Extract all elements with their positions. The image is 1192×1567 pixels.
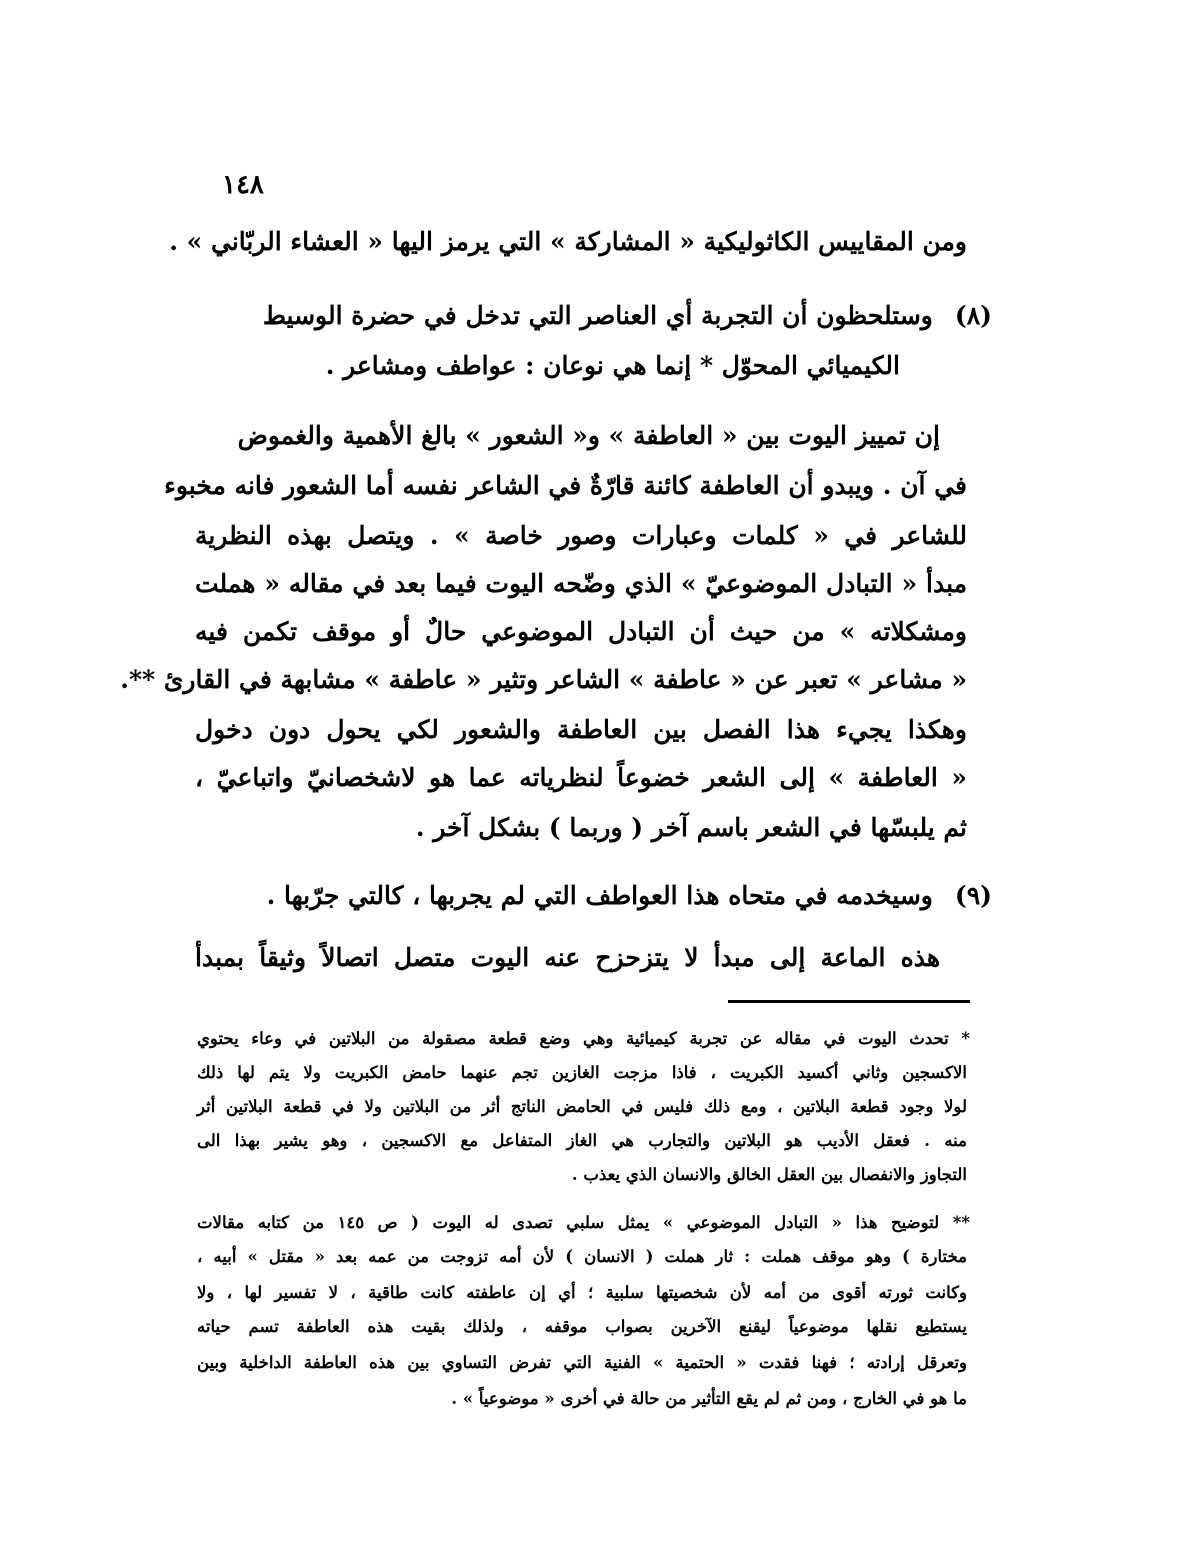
numbered-paragraph-9 [267,880,992,913]
footnote-line: وتعرقل إرادته ؛ فهنا فقدت « الحتمية » الفنية التي تفرض التساوي بين هذه العاطفة الداخلية وبين [197,1353,967,1372]
footnote-line: لولا وجود قطعة البلاتين ، ومع ذلك فليس في الحامض الناتج أثر من البلاتين ولا في قطعة البلاتين أثر [197,1097,967,1116]
item-number: (٩) [954,881,992,910]
footnote-line: يستطيع نقلها موضوعياً ليقنع الآخرين بصواب موقفه ، ولذلك بقيت هذه العاطفة تسم حياته [197,1317,967,1336]
body-line: « مشاعر » تعبر عن « عاطفة » الشاعر وتثير « عاطفة » مشابهة في القارئ **. [120,665,967,694]
body-line: في آن . ويبدو أن العاطفة كائنة قارّةٌ في الشاعر نفسه أما الشعور فانه مخبوء [164,471,967,500]
body-line: إن تمييز اليوت بين « العاطفة » و« الشعور » بالغ الأهمية والغموض [237,421,940,450]
footnote-line: الاكسجين وثاني أكسيد الكبريت ، فاذا مزجت الغازين تجم عنهما حامض الكبريت ولا يتم لها ذلك [197,1063,967,1082]
footnote-line: وكانت ثورته أقوى من أمه لأن شخصيتها سلبية ؛ أي إن عاطفته كانت طاقية ، لا تفسير لها ، ولا [197,1283,967,1302]
footnote-line: التجاوز والانفصال بين العقل الخالق والانسان الذي يعذب . [571,1165,967,1184]
body-line: « العاطفة » إلى الشعر خضوعاً لنظرياته عما هو لاشخصانيّ واتباعيّ ، [195,763,967,792]
body-line: مبدأ « التبادل الموضوعيّ » الذي وضّحه اليوت فيما بعد في مقاله « هملت [195,569,967,598]
footnote-line: منه . فعقل الأديب هو البلاتين والتجارب هي الغاز المتفاعل مع الاكسجين ، وهو يشير بهذا الى [197,1131,967,1150]
body-line: هذه الماعة إلى مبدأ لا يتزحزح عنه اليوت متصل اتصالاً وثيقاً بمبدأ [195,943,940,972]
footnote-separator [728,1000,970,1003]
body-line: ثم يلبسّها في الشعر باسم آخر ( وربما ) بشكل آخر . [415,813,967,842]
body-line: الكيميائي المحوّل * إنما هي نوعان : عواطف ومشاعر . [325,351,900,380]
body-line: وهكذا يجيء هذا الفصل بين العاطفة والشعور لكي يحول دون دخول [195,715,967,744]
footnote-line: مختارة ) وهو موقف هملت : ثار هملت ( الانسان ) لأن أمه تزوجت من عمه بعد « مقتل » أبيه ، [197,1247,967,1266]
body-line: وستلحظون أن التجربة أي العناصر التي تدخل في حضرة الوسيط [262,301,933,330]
footnote-line: ** لتوضيح هذا « التبادل الموضوعي » يمثل سلبي تصدى له اليوت ( ص ١٤٥ من كتابه مقالات [197,1213,971,1232]
body-line: ومن المقاييس الكاثوليكية « المشاركة » التي يرمز اليها « العشاء الربّاني » . [169,227,967,256]
footnote-line: * تحدث اليوت في مقاله عن تجربة كيميائية وهي وضع قطعة مصقولة من البلاتين في وعاء يحتوي [197,1029,970,1048]
body-line: ومشكلاته » من حيث أن التبادل الموضوعي حالٌ أو موقف تكمن فيه [195,617,967,646]
item-number: (٨) [954,301,992,330]
footnote-line: ما هو في الخارج ، ومن ثم لم يقع التأثير من حالة في أخرى « موضوعياً » . [451,1389,967,1408]
page-number: ١٤٨ [222,170,264,200]
numbered-paragraph-8 [263,300,992,333]
body-line: للشاعر في « كلمات وعبارات وصور خاصة » . ويتصل بهذه النظرية [195,521,967,550]
body-line: وسيخدمه في متحاه هذا العواطف التي لم يجربها ، كالتي جرّبها . [266,881,933,910]
